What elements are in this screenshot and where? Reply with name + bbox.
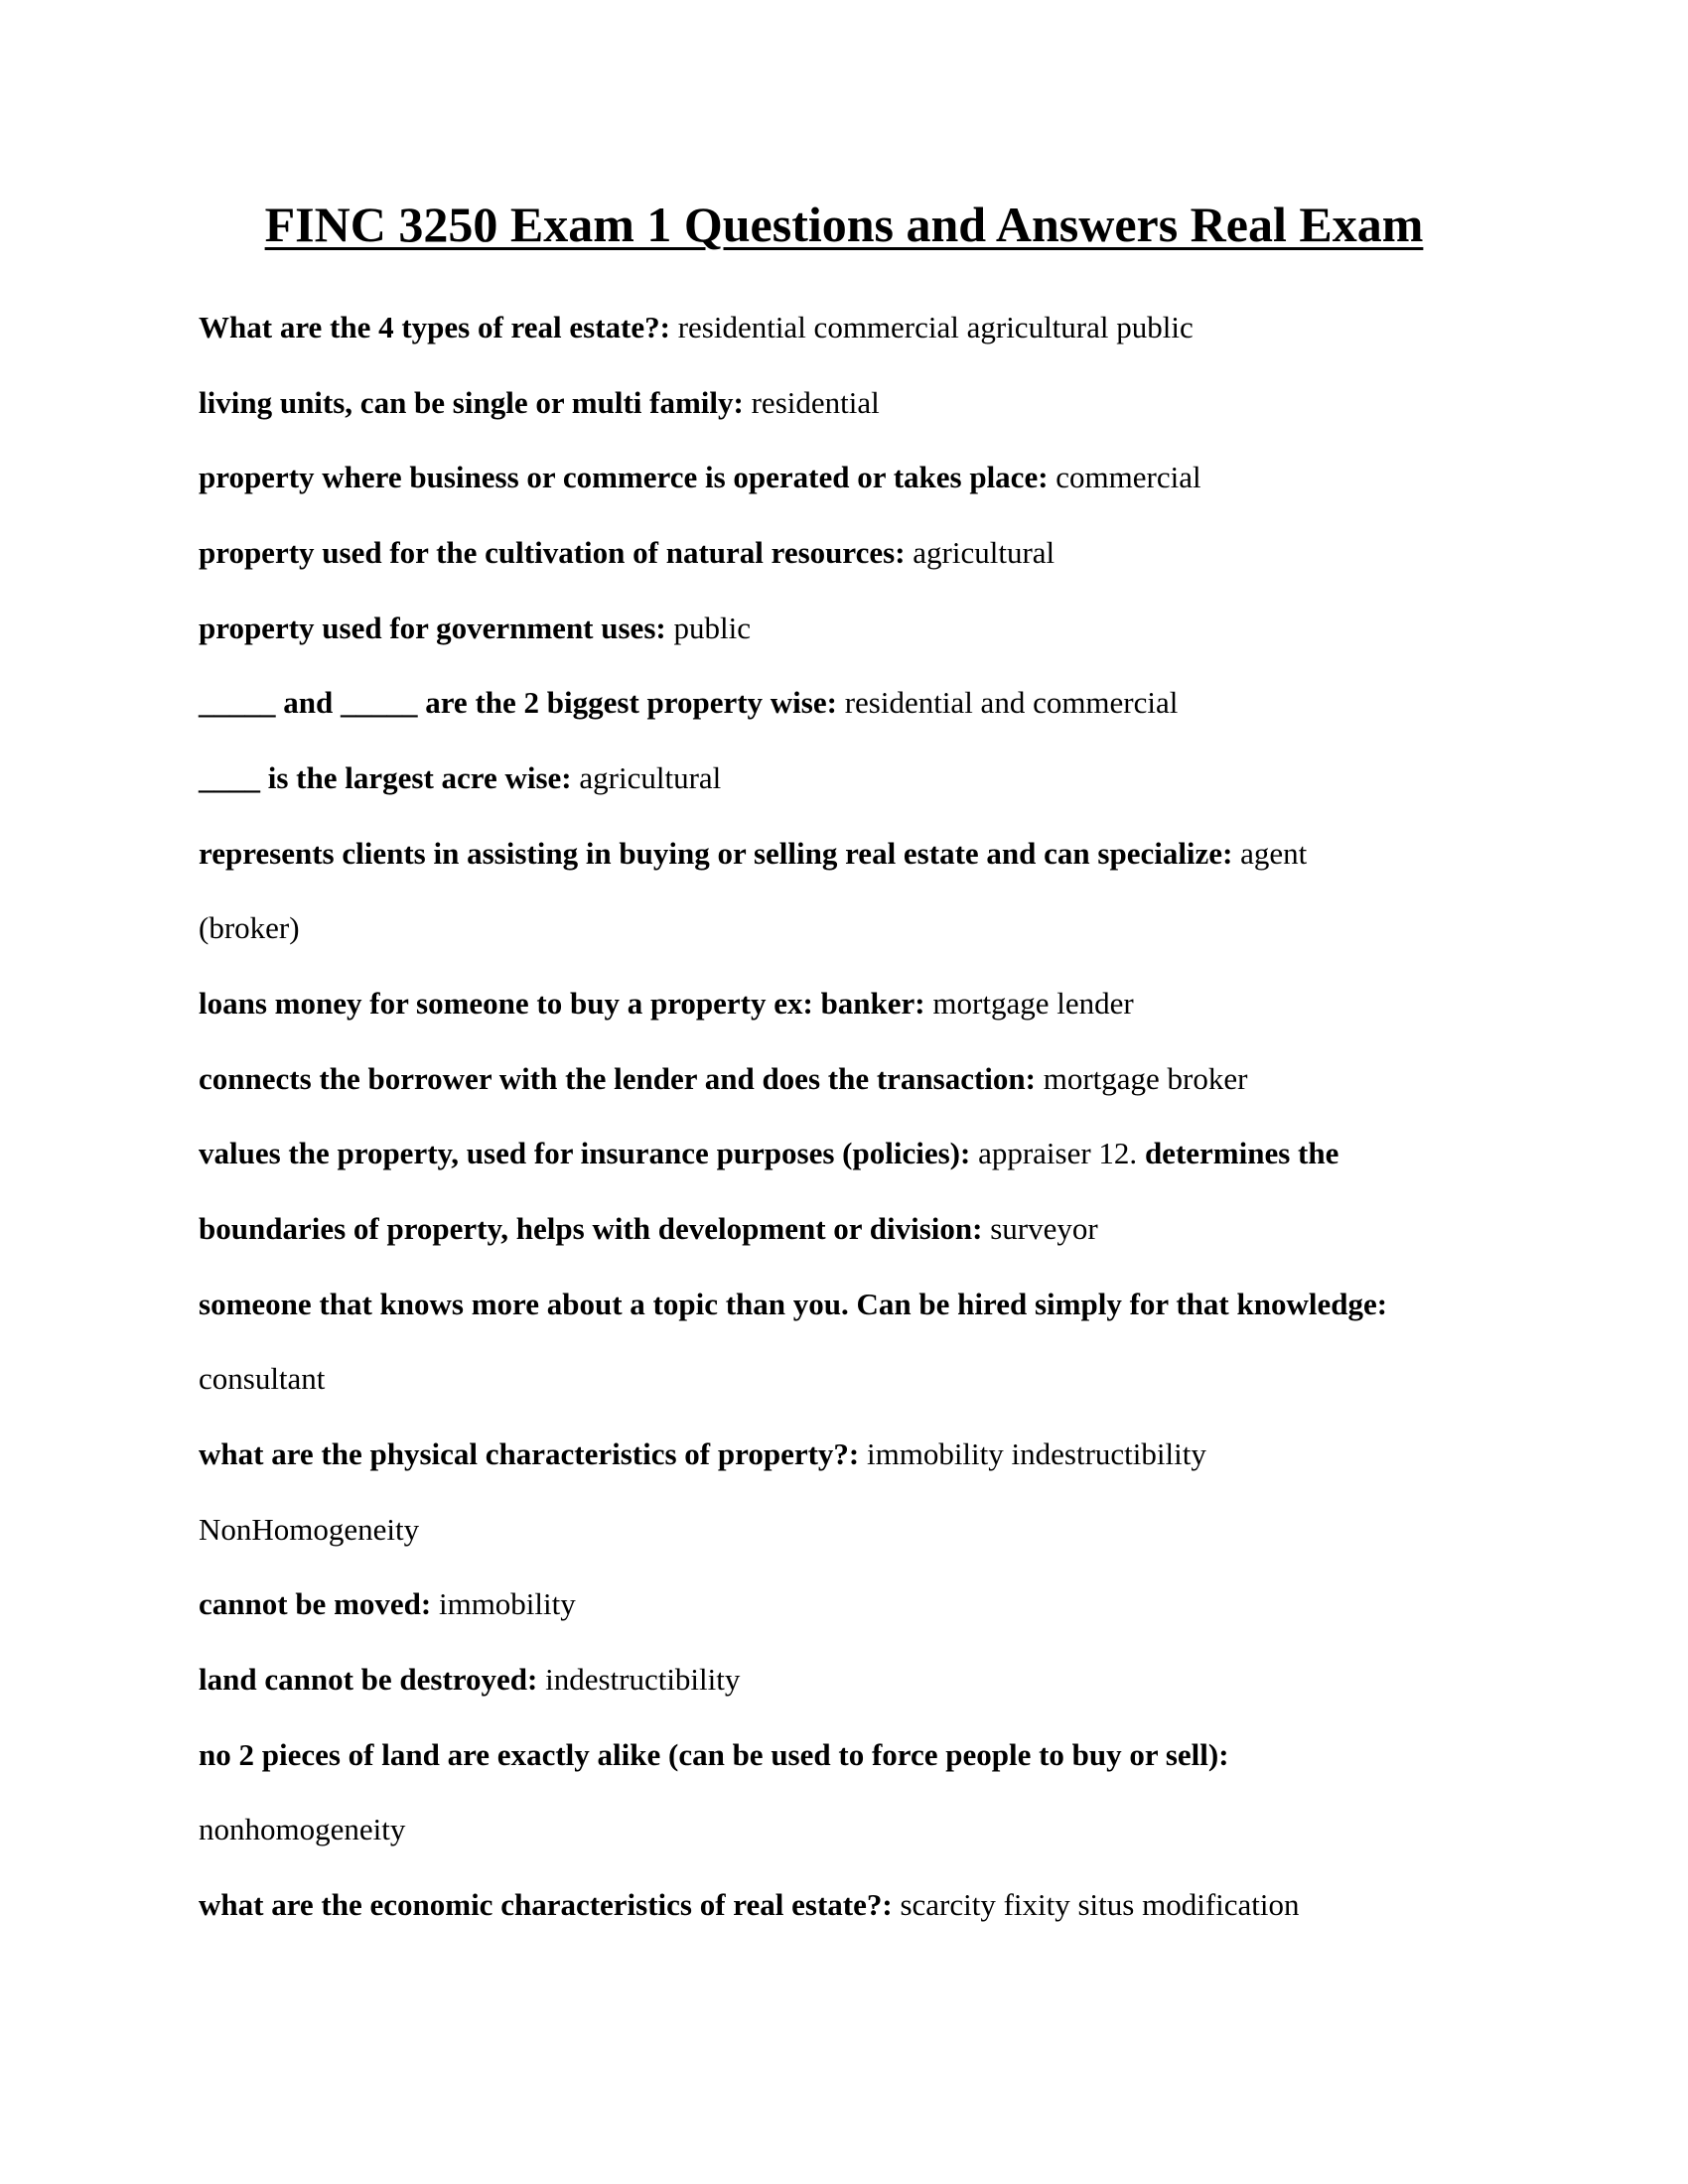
answer-text: mortgage broker: [1035, 1061, 1248, 1096]
document-title: FINC 3250 Exam 1 Questions and Answers Real Exam: [264, 197, 1424, 252]
qa-line: [199, 1359, 1509, 1399]
qa-line: [199, 1209, 1509, 1249]
question-text: ____ is the largest acre wise:: [199, 760, 572, 795]
qa-line: [199, 1735, 1509, 1775]
qa-line: [199, 1434, 1509, 1474]
answer-text: commercial: [1048, 460, 1201, 494]
question-text: cannot be moved:: [199, 1586, 432, 1621]
answer-text: scarcity fixity situs modification: [892, 1887, 1300, 1922]
question-text: living units, can be single or multi family:: [199, 385, 744, 420]
question-text: what are the physical characteristics of property?:: [199, 1436, 860, 1471]
qa-line: [199, 758, 1509, 798]
qa-line: [199, 1285, 1509, 1324]
qa-line: [199, 308, 1509, 347]
qa-line: [199, 609, 1509, 648]
qa-line: [199, 1810, 1509, 1849]
answer-text: residential: [743, 385, 880, 420]
question-text: property used for the cultivation of natural resources:: [199, 535, 906, 570]
answer-text: NonHomogeneity: [199, 1512, 420, 1547]
qa-line: [199, 1584, 1509, 1624]
question-text: land cannot be destroyed:: [199, 1662, 538, 1697]
question-text-continued: determines the: [1144, 1136, 1339, 1170]
answer-text: immobility indestructibility: [859, 1436, 1206, 1471]
qa-line: [199, 1134, 1509, 1173]
answer-text: appraiser 12.: [970, 1136, 1145, 1170]
qa-line: [199, 1660, 1509, 1700]
question-text: What are the 4 types of real estate?:: [199, 310, 670, 344]
question-text: represents clients in assisting in buying or selling real estate and can specialize:: [199, 836, 1233, 871]
answer-text: nonhomogeneity: [199, 1812, 406, 1846]
answer-text: residential commercial agricultural public: [669, 310, 1194, 344]
question-text: someone that knows more about a topic than you. Can be hired simply for that knowledge:: [199, 1287, 1388, 1321]
answer-text: indestructibility: [537, 1662, 741, 1697]
qa-line: [199, 1059, 1509, 1099]
answer-text: agricultural: [571, 760, 722, 795]
question-text: loans money for someone to buy a property ex: banker:: [199, 986, 925, 1021]
question-text: values the property, used for insurance purposes (policies):: [199, 1136, 971, 1170]
question-text: no 2 pieces of land are exactly alike (can be used to force people to buy or sell):: [199, 1737, 1229, 1772]
answer-text: (broker): [199, 910, 300, 945]
answer-text: agricultural: [905, 535, 1055, 570]
question-text: connects the borrower with the lender and does the transaction:: [199, 1061, 1036, 1096]
question-text: property where business or commerce is operated or takes place:: [199, 460, 1049, 494]
question-text: property used for government uses:: [199, 611, 666, 645]
answer-text: mortgage lender: [924, 986, 1134, 1021]
answer-text: consultant: [199, 1361, 326, 1396]
qa-line: [199, 1510, 1509, 1550]
answer-text: agent: [1232, 836, 1308, 871]
qa-line: [199, 383, 1509, 423]
qa-line: [199, 683, 1509, 723]
qa-line: [199, 908, 1509, 948]
answer-text: public: [665, 611, 751, 645]
question-text: what are the economic characteristics of real estate?:: [199, 1887, 893, 1922]
qa-line: [199, 984, 1509, 1024]
qa-line: [199, 834, 1509, 874]
question-text: _____ and _____ are the 2 biggest property wise:: [199, 685, 837, 720]
qa-line: [199, 533, 1509, 573]
answer-text: immobility: [431, 1586, 576, 1621]
answer-text: residential and commercial: [836, 685, 1179, 720]
question-text: boundaries of property, helps with development or division:: [199, 1211, 983, 1246]
qa-line: [199, 458, 1509, 497]
qa-line: [199, 1885, 1509, 1925]
answer-text: surveyor: [982, 1211, 1098, 1246]
